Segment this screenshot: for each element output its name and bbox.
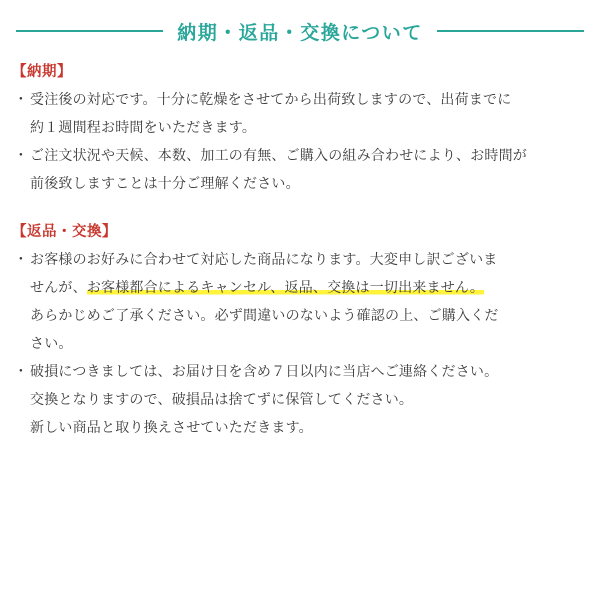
item-text-line: 受注後の対応です。十分に乾燥をさせてから出荷致しますので、出荷までに [30, 92, 512, 108]
bullet-mark: ・ [13, 252, 29, 268]
title-bar [16, 17, 584, 45]
item-text-line: ご注文状況や天候、本数、加工の有無、ご購入の組み合わせにより、お時間が [30, 148, 527, 164]
item-text-line: 破損につきましては、お届け日を含め７日以内に当店へご連絡ください。 [30, 364, 499, 380]
item-text-line: さい。 [30, 336, 73, 352]
bullet-mark: ・ [13, 364, 29, 380]
content [12, 58, 592, 442]
bullet-mark: ・ [13, 148, 29, 164]
item-text-line: 新しい商品と取り換えさせていただきます。 [30, 420, 313, 436]
item-text-line: あらかじめご了承ください。必ず間違いのないよう確認の上、ご購入くだ [30, 308, 499, 324]
title-divider-right [437, 30, 584, 32]
list-item [12, 246, 592, 358]
item-text-line: 交換となりますので、破損品は捨てずに保管してください。 [30, 392, 414, 408]
section-heading-returns: 【返品・交換】 [12, 224, 117, 240]
item-text-line: せんが、 [30, 280, 87, 296]
page-title: 納期・返品・交換について [177, 21, 423, 44]
highlighted-notice: お客様都合によるキャンセル、返品、交換は一切出来ません。 [86, 280, 485, 296]
section-delivery [12, 58, 592, 198]
item-text-line: お客様のお好みに合わせて対応した商品になります。大変申し訳ございま [30, 252, 498, 268]
item-text-line: 約１週間程お時間をいただきます。 [30, 120, 257, 136]
title-divider-left [16, 30, 163, 32]
list-item [12, 142, 592, 198]
list-item [12, 358, 592, 442]
bullet-mark: ・ [13, 92, 29, 108]
item-text-line: 前後致しますことは十分ご理解ください。 [30, 176, 300, 192]
section-heading-delivery: 【納期】 [12, 64, 72, 80]
section-returns [12, 218, 592, 442]
list-item [12, 86, 592, 142]
